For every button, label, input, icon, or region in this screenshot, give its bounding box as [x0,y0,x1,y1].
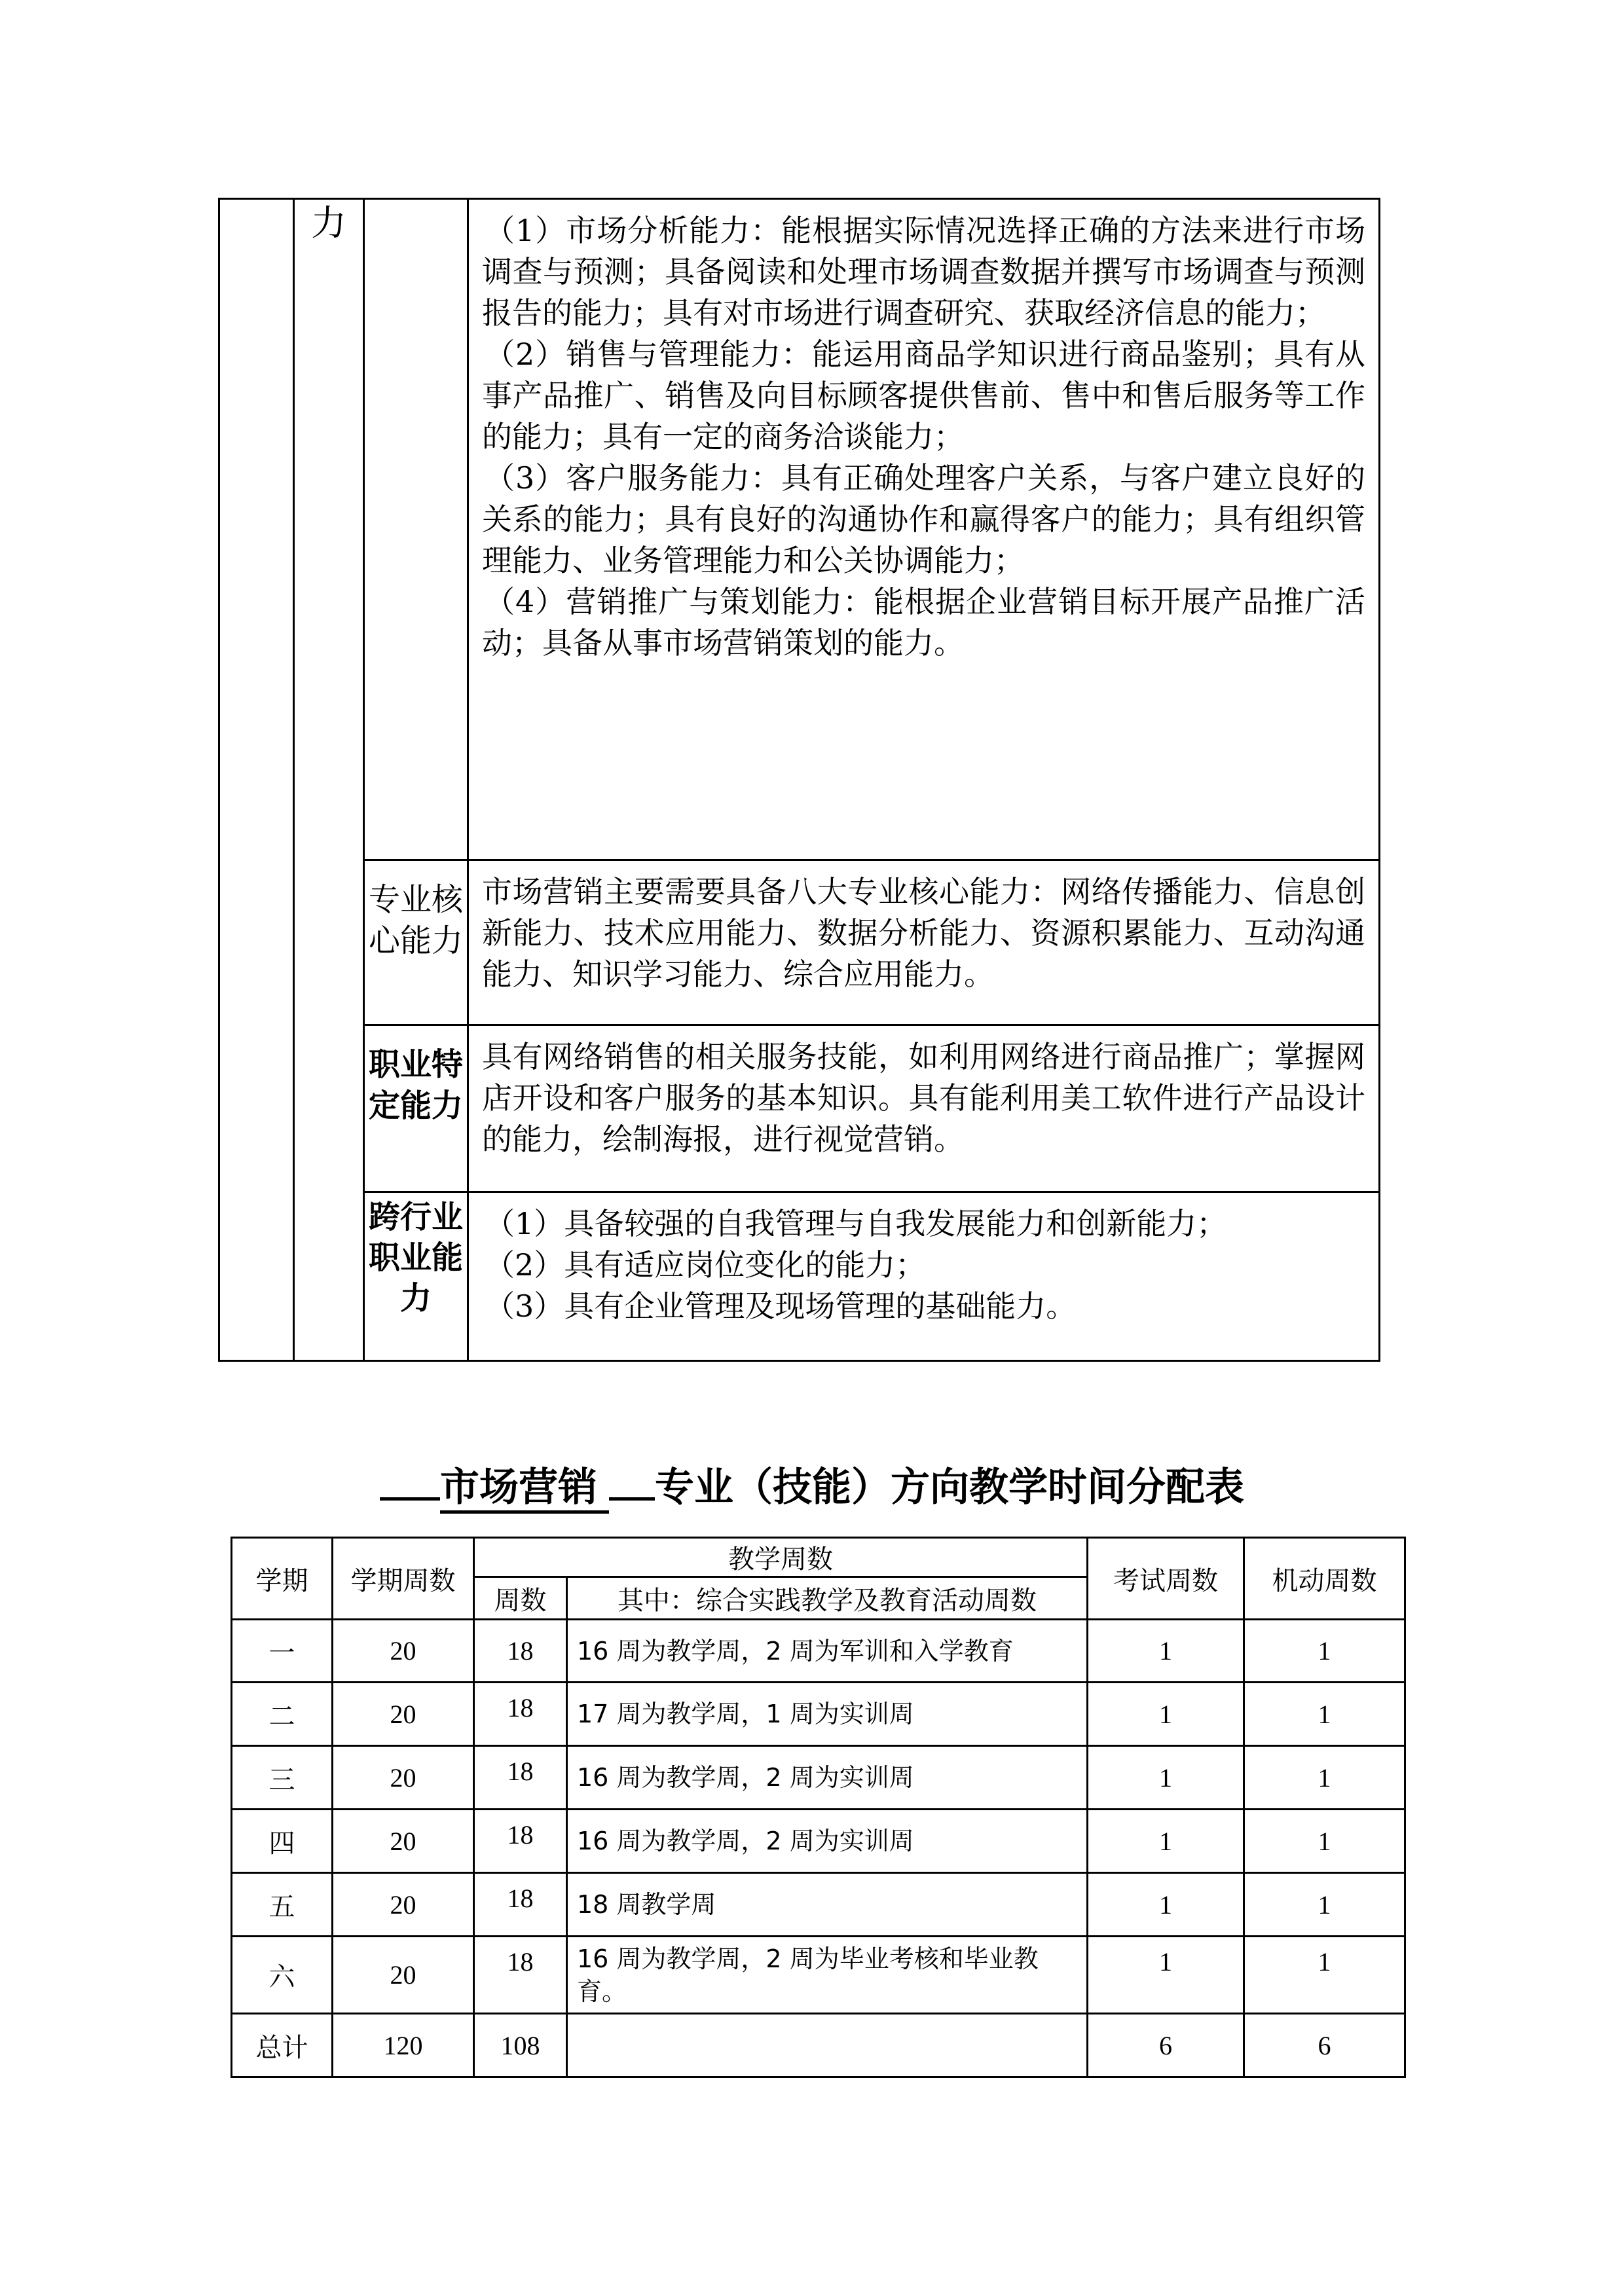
cell-term-weeks: 20 [333,1810,474,1873]
ability-category: 专业核心能力 [369,881,464,959]
cell-note: 18 周教学周 [567,1873,1088,1937]
ability-stub-text: 力 [311,202,346,244]
cell-weeks: 18 [474,1873,567,1937]
header-term: 学期 [232,1538,333,1620]
header-practice: 其中：综合实践教学及教育活动周数 [567,1577,1088,1620]
cell-total-exam: 6 [1088,2014,1244,2077]
cell-term-weeks: 20 [333,1620,474,1683]
header-row [232,1538,1405,1577]
cell-note: 17 周为教学周，1 周为实训周 [567,1683,1088,1746]
ability-row [219,1025,1380,1192]
ability-paragraph: （2）销售与管理能力：能运用商品学知识进行商品鉴别；具有从事产品推广、销售及向目标顾客提供售前、售中和售后服务等工作的能力；具有一定的商务洽谈能力； [482,337,1365,454]
cell-exam: 1 [1088,1683,1244,1746]
cell-weeks: 18 [474,1937,567,2014]
cell-term: 一 [232,1620,333,1683]
ability-paragraph: （3）具有企业管理及现场管理的基础能力。 [485,1288,1077,1324]
cell-term-weeks: 20 [333,1683,474,1746]
table-row [232,1746,1405,1810]
allocation-title [0,1461,1624,1514]
ability-row [219,1192,1380,1361]
cell-total-flex: 6 [1244,2014,1405,2077]
header-exam-weeks: 考试周数 [1088,1538,1244,1620]
cell-weeks: 18 [474,1683,567,1746]
header-teaching-weeks: 教学周数 [474,1538,1088,1577]
cell-total-weeks: 108 [474,2014,567,2077]
ability-row [219,199,1380,860]
table-row [232,1683,1405,1746]
allocation-table [231,1537,1406,2078]
cell-exam: 1 [1088,1746,1244,1810]
title-major: 市场营销 [440,1465,609,1514]
ability-content-cell [468,1025,1380,1192]
cell-weeks: 18 [474,1746,567,1810]
cell-flex: 1 [1244,1683,1405,1746]
ability-paragraph: （1）市场分析能力：能根据实际情况选择正确的方法来进行市场调查与预测；具备阅读和处理市场调查数据并撰写市场调查与预测报告的能力；具有对市场进行调查研究、获取经济信息的能力； [482,213,1365,331]
table-row [232,1620,1405,1683]
cell-total-label: 总计 [232,2014,333,2077]
cell-term: 六 [232,1937,333,2014]
ability-paragraph: 市场营销主要需要具备八大专业核心能力：网络传播能力、信息创新能力、技术应用能力、数据分析能力、资源积累能力、互动沟通能力、知识学习能力、综合应用能力。 [482,874,1365,992]
ability-paragraph: （4）营销推广与策划能力：能根据企业营销目标开展产品推广活动；具备从事市场营销策划的能力。 [482,584,1365,661]
cell-weeks: 18 [474,1810,567,1873]
title-suffix: 专业（技能）方向教学时间分配表 [655,1465,1244,1510]
header-flex-weeks: 机动周数 [1244,1538,1405,1620]
header-term-weeks: 学期周数 [333,1538,474,1620]
cell-note: 16 周为教学周，2 周为实训周 [567,1746,1088,1810]
cell-exam: 1 [1088,1620,1244,1683]
ability-paragraph: （3）客户服务能力：具有正确处理客户关系，与客户建立良好的关系的能力；具有良好的沟通协作和赢得客户的能力；具有组织管理能力、业务管理能力和公关协调能力； [482,460,1365,578]
cell-term: 五 [232,1873,333,1937]
cell-flex: 1 [1244,1873,1405,1937]
ability-stub-cell [294,199,364,1361]
ability-content-cell [468,1192,1380,1361]
cell-term: 三 [232,1746,333,1810]
title-blank [380,1497,440,1501]
ability-category: 跨行业职业能力 [369,1199,464,1317]
cell-flex: 1 [1244,1620,1405,1683]
ability-category-cell [364,199,468,860]
cell-term-weeks: 20 [333,1746,474,1810]
title-blank [609,1497,655,1501]
cell-exam: 1 [1088,1937,1244,2014]
cell-term: 二 [232,1683,333,1746]
cell-weeks: 18 [474,1620,567,1683]
cell-exam: 1 [1088,1873,1244,1937]
cell-note: 16 周为教学周，2 周为军训和入学教育 [567,1620,1088,1683]
table-row [232,1810,1405,1873]
table-row [232,1937,1405,2014]
ability-outer-cell [219,199,294,1361]
cell-exam: 1 [1088,1810,1244,1873]
ability-paragraph: 具有网络销售的相关服务技能，如利用网络进行商品推广；掌握网店开设和客户服务的基本知识。具有能利用美工软件进行产品设计的能力，绘制海报，进行视觉营销。 [482,1039,1365,1157]
cell-note: 16 周为教学周，2 周为毕业考核和毕业教育。 [567,1937,1088,2014]
header-weeks: 周数 [474,1577,567,1620]
cell-term-weeks: 20 [333,1937,474,2014]
cell-term-weeks: 20 [333,1873,474,1937]
ability-category-cell [364,1192,468,1361]
total-row [232,2014,1405,2077]
cell-total-term-weeks: 120 [333,2014,474,2077]
ability-category-cell [364,1025,468,1192]
ability-table [218,198,1380,1362]
ability-category: 职业特定能力 [369,1046,464,1124]
cell-term: 四 [232,1810,333,1873]
cell-total-note [567,2014,1088,2077]
cell-flex: 1 [1244,1937,1405,2014]
cell-flex: 1 [1244,1810,1405,1873]
cell-flex: 1 [1244,1746,1405,1810]
ability-category [365,200,467,218]
table-row [232,1873,1405,1937]
ability-content-cell [468,199,1380,860]
cell-note: 16 周为教学周，2 周为实训周 [567,1810,1088,1873]
ability-category-cell [364,860,468,1025]
ability-paragraph: （1）具备较强的自我管理与自我发展能力和创新能力； [485,1206,1227,1241]
ability-paragraph: （2）具有适应岗位变化的能力； [485,1247,926,1283]
ability-content-cell [468,860,1380,1025]
ability-row [219,860,1380,1025]
